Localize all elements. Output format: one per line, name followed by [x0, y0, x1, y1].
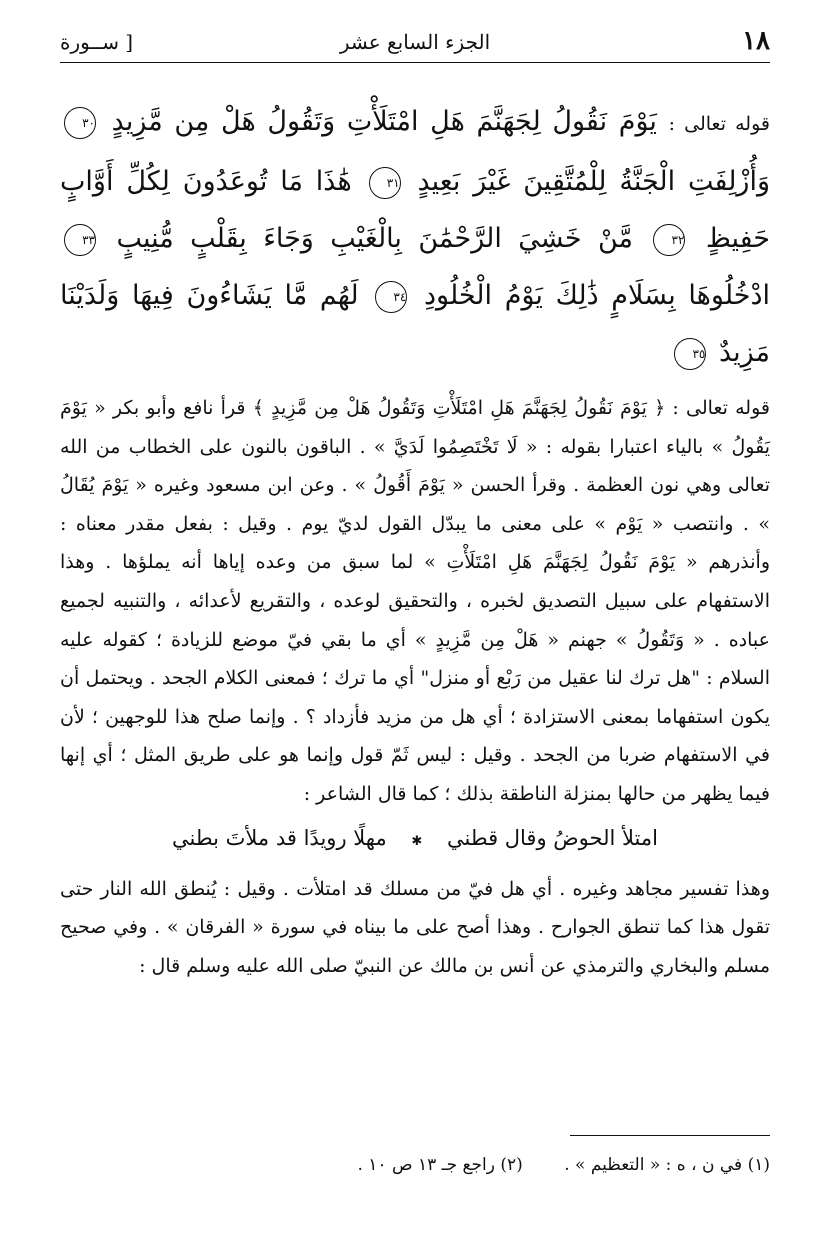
footnote: (٢) راجع جـ ١٣ ص ١٠ . [357, 1155, 523, 1175]
verse-text: لَهُم مَّا يَشَاءُونَ فِيهَا وَلَدَيْنَا مَزِيدٌ [60, 280, 770, 368]
verse-number-marker: ٣٥ [674, 338, 706, 370]
surah-label: [ ســورة [60, 30, 134, 54]
verse-text: يَوْمَ نَقُولُ لِجَهَنَّمَ هَلِ امْتَلَأْتِ وَتَقُولُ هَلْ مِن مَّزِيدٍ [111, 106, 657, 137]
commentary-paragraph: وهذا تفسير مجاهد وغيره . أي هل فيّ من مسلك قد امتلأت . وقيل : يُنطق الله النار حتى تقول هذا كما تنطق الجوارح . وهذا أصح على ما بيناه في سورة « الفرقان » . وفي صحيح مسلم والبخاري والترمذي عن أنس بن مالك عن النبيّ صلى الله عليه وسلم قال : [60, 877, 770, 977]
commentary-paragraph: قوله تعالى : ﴿ يَوْمَ نَقُولُ لِجَهَنَّمَ هَلِ امْتَلَأْتِ وَتَقُولُ هَلْ مِن مَّزِيدٍ ﴾ قرأ نافع وأبو بكر « يَوْمَ يَقُولُ » بالياء اعتبارا بقوله : « لَا تَخْتَصِمُوا لَدَيَّ » . الباقون بالنون على الخطاب من الله تعالى وهي نون العظمة . وقرأ الحسن « يَوْمَ أَقُولُ » . وعن ابن مسعود وغيره « يَوْمَ يُقَالُ » . وانتصب « يَوْم » على معنى ما يبدّل القول لديّ يوم . وقيل : بفعل مقدر معناه : وأنذرهم « يَوْمَ نَقُولُ لِجَهَنَّمَ هَلِ امْتَلَأْتِ » لما سبق من وعده إياها أنه يملؤها . وهذا الاستفهام على سبيل التصديق لخبره ، والتحقيق لوعده ، والتقريع لأعدائه ، والتنبيه لجميع عباده . « وَتَقُولُ » جهنم « هَلْ مِن مَّزِيدٍ » أي ما بقي فيّ موضع للزيادة ؛ كقوله عليه السلام : "هل ترك لنا عقيل من رَبْع أو منزل" أي ما ترك ؛ فمعنى الكلام الجحد . ويحتمل أن يكون استفهاما بمعنى الاستزادة ؛ أي هل من مزيد فأزداد ؟ . وإنما صلح هذا للوجهين ؛ لأن في الاستفهام ضربا من الجحد . وقيل : ليس ثَمّ قول وإنما هو على طريق المثل ؛ أي إنها فيما يظهر من حالها بمنزلة الناطقة بذلك ؛ كما قال الشاعر : [60, 397, 770, 805]
verse-number-marker: ٣٠ [64, 107, 96, 139]
verse-intro: قوله تعالى : [668, 113, 770, 135]
poem-hemistich-left: مهلًا رويدًا قد ملأتَ بطني [172, 825, 387, 850]
running-title: الجزء السابع عشر [339, 30, 491, 54]
footnotes [321, 1155, 770, 1175]
quran-verses [60, 93, 770, 381]
poem-hemistich-right: امتلأ الحوضُ وقال قطني [447, 825, 658, 850]
verse-number-marker: ٣١ [369, 167, 401, 199]
verse-number-marker: ٣٤ [375, 281, 407, 313]
footnote-divider [570, 1135, 770, 1136]
verse-text: مَّنْ خَشِيَ الرَّحْمَٰنَ بِالْغَيْبِ وَجَاءَ بِقَلْبٍ مُّنِيبٍ [116, 223, 633, 254]
commentary [60, 389, 770, 985]
verse-number-marker: ٣٢ [653, 224, 685, 256]
book-page [60, 22, 770, 1222]
page-number: ١٨ [742, 26, 770, 56]
verse-text: هَٰذَا مَا تُوعَدُونَ لِكُلِّ أَوَّابٍ حَفِيظٍ [60, 166, 770, 254]
page-header [60, 22, 770, 63]
verse-text: وَأُزْلِفَتِ الْجَنَّةُ لِلْمُتَّقِينَ غَيْرَ بَعِيدٍ [417, 166, 771, 197]
poetry-verse [60, 816, 770, 864]
verse-text: ادْخُلُوهَا بِسَلَامٍ ذَٰلِكَ يَوْمُ الْخُلُودِ [423, 280, 770, 311]
poem-separator-star-icon: ✱ [411, 833, 423, 849]
footnote: (١) في ن ، ه : « التعظيم » . [564, 1155, 770, 1175]
verse-number-marker: ٣٣ [64, 224, 96, 256]
